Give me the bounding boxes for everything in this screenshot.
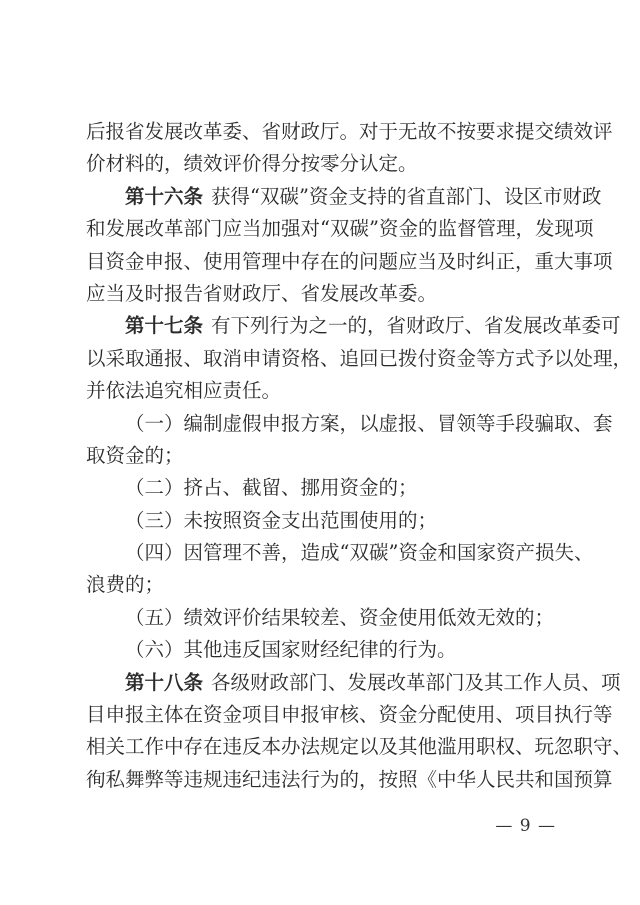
paragraph [86, 116, 613, 181]
paragraph [86, 505, 556, 537]
page-number: — 9 — [495, 816, 556, 836]
line-text: （六）其他违反国家财经纪律的行为。 [125, 638, 457, 662]
article-heading: 第十八条 [125, 670, 204, 694]
text-line [86, 310, 621, 342]
line-text: （三）未按照资金支出范围使用的； [125, 508, 438, 532]
article-heading: 第十七条 [125, 314, 204, 338]
line-text: 徇私舞弊等违规违纪违法行为的，按照《中华人民共和国预算 [86, 767, 613, 791]
line-text: 浪费的； [86, 573, 165, 597]
text-line [86, 505, 556, 537]
line-text: 相关工作中存在违反本办法规定以及其他滥用职权、玩忽职守、 [86, 735, 633, 759]
line-text: 并依法追究相应责任。 [86, 379, 282, 403]
line-text: （一）编制虚假申报方案，以虚报、冒领等手段骗取、套 [125, 411, 613, 435]
text-line [86, 343, 633, 375]
article-paragraph [86, 181, 613, 311]
paragraph [86, 537, 594, 602]
text-line [86, 699, 613, 731]
text-line [86, 440, 556, 472]
text-line [86, 472, 556, 504]
paragraph [86, 408, 613, 473]
text-line [86, 569, 556, 601]
line-text: （五）绩效评价结果较差、资金使用低效无效的； [125, 605, 555, 629]
article-paragraph [86, 667, 633, 797]
text-line [86, 375, 556, 407]
line-text: 获得“双碳”资金支持的省直部门、设区市财政 [211, 184, 602, 208]
line-text: 应当及时报告省财政厅、省发展改革委。 [86, 281, 438, 305]
line-text: （二）挤占、截留、挪用资金的； [125, 476, 418, 500]
paragraph [86, 472, 556, 504]
line-text: 价材料的，绩效评价得分按零分认定。 [86, 152, 418, 176]
line-text: 和发展改革部门应当加强对“双碳”资金的监督管理，发现项 [86, 217, 594, 241]
text-line [86, 602, 556, 634]
text-line [86, 634, 556, 666]
text-line [86, 246, 613, 278]
text-line [86, 537, 594, 569]
text-line [86, 764, 613, 796]
text-line [86, 731, 633, 763]
article-heading: 第十六条 [125, 184, 204, 208]
line-text: 目申报主体在资金项目申报审核、资金分配使用、项目执行等 [86, 703, 613, 727]
line-text: （四）因管理不善，造成“双碳”资金和国家资产损失、 [125, 541, 594, 565]
article-paragraph [86, 310, 633, 407]
document-body [86, 116, 633, 796]
text-line [86, 278, 556, 310]
paragraph [86, 602, 556, 634]
line-text: 取资金的； [86, 443, 184, 467]
text-line [86, 181, 602, 213]
text-line [86, 148, 556, 180]
text-line [86, 213, 594, 245]
text-line [86, 667, 621, 699]
line-text: 各级财政部门、发展改革部门及其工作人员、项 [211, 670, 621, 694]
paragraph [86, 634, 556, 666]
text-line [86, 116, 613, 148]
line-text: 后报省发展改革委、省财政厅。对于无故不按要求提交绩效评 [86, 120, 613, 143]
line-text: 目资金申报、使用管理中存在的问题应当及时纠正，重大事项 [86, 249, 613, 273]
line-text: 有下列行为之一的，省财政厅、省发展改革委可 [211, 314, 621, 338]
text-line [86, 408, 613, 440]
line-text: 以采取通报、取消申请资格、追回已拨付资金等方式予以处理， [86, 346, 633, 370]
